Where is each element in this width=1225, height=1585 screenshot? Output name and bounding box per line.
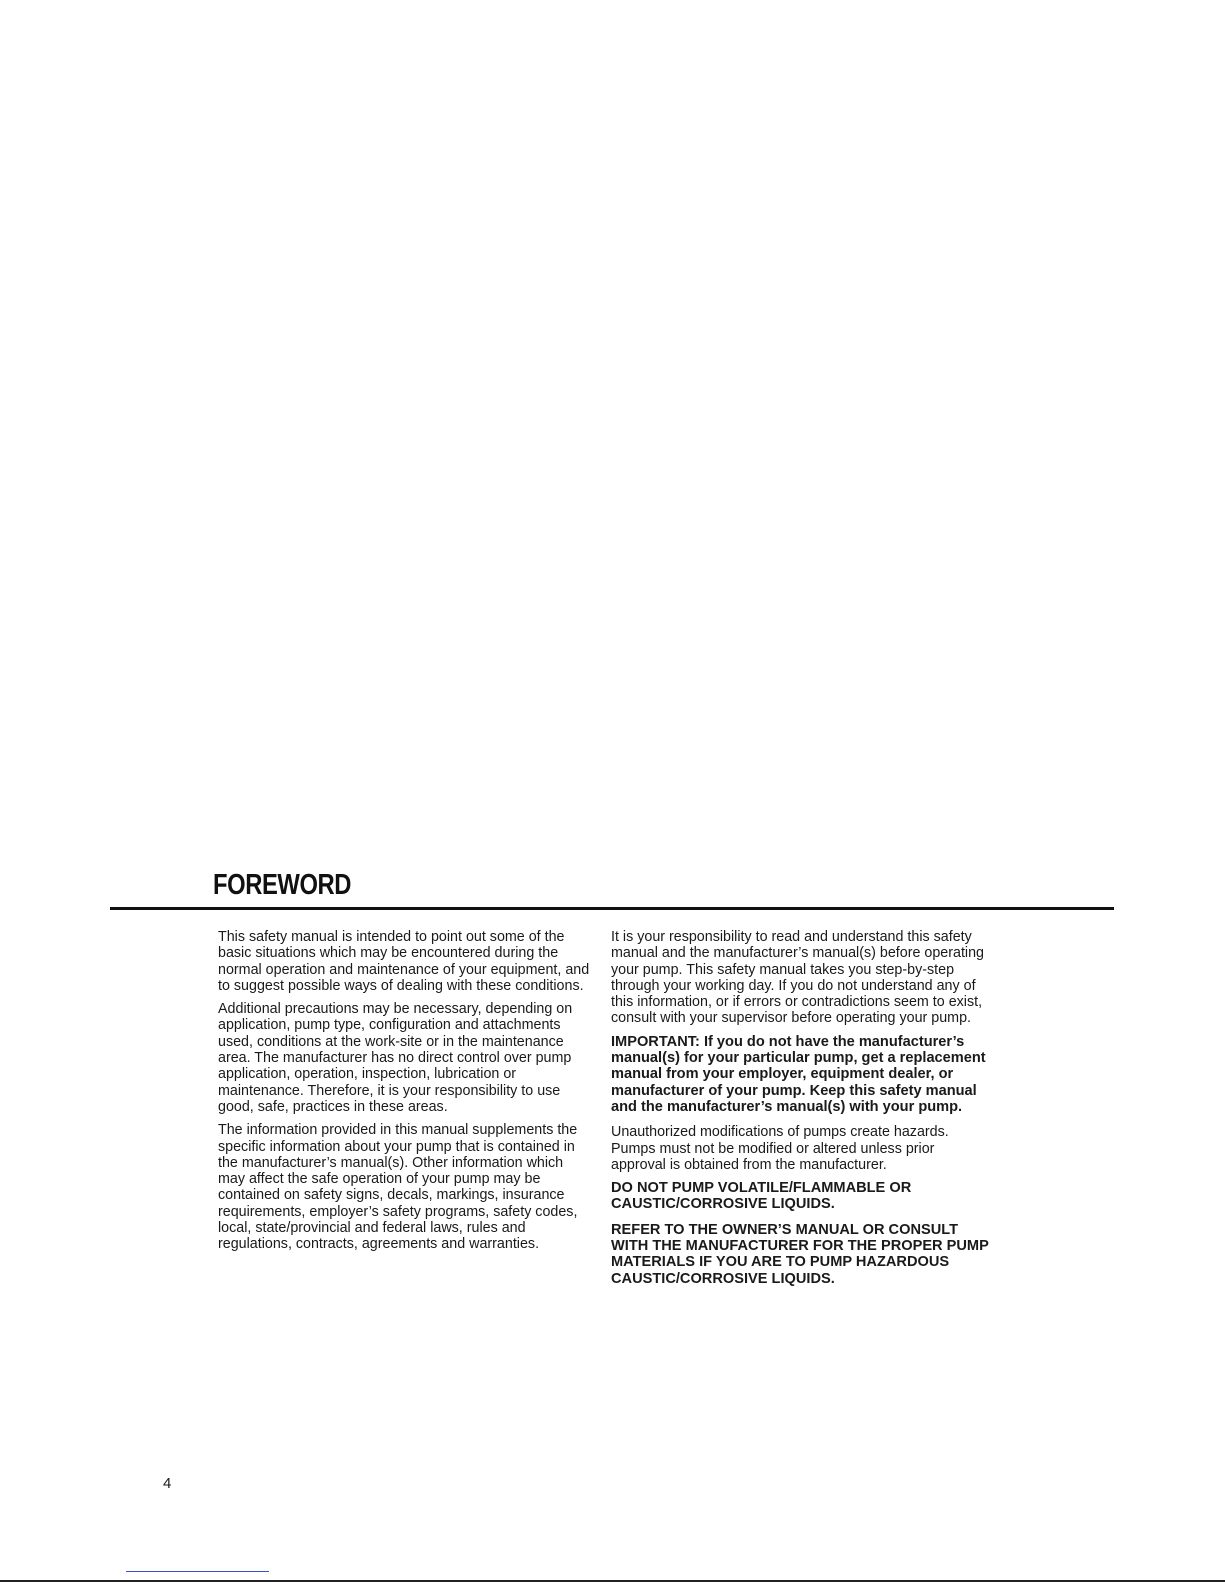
heading-rule (110, 907, 1114, 910)
warning-refer-to-manual: REFER TO THE OWNER’S MANUAL OR CONSULT WITH THE MANUFACTURER FOR THE PROPER PUMP MATERIALS IF YOU ARE TO PUMP HAZARDOUS CAUSTIC/CORROSIVE LIQUIDS. (611, 1221, 989, 1287)
left-column (218, 929, 593, 1260)
footer-link-underline (126, 1571, 269, 1572)
paragraph-modifications: Unauthorized modifications of pumps create hazards. Pumps must not be modified or altered unless prior approval is obtained from the manufacturer. (611, 1124, 949, 1173)
right-column (611, 929, 991, 1296)
section-heading: FOREWORD (213, 869, 352, 901)
page-bottom-border (0, 1580, 1225, 1582)
paragraph-precautions: Additional precautions may be necessary, depending on application, pump type, configuration and attachments used, conditions at the work-site or in the maintenance area. The manufacturer has no direct control over pump application, operation, inspection, lubrication or maintenance. Therefore, it is your responsibility to use good, safe, practices in these areas. (218, 1001, 573, 1115)
paragraph-information: The information provided in this manual supplements the specific information about your pump that is contained in the manufacturer’s manual(s). Other information which may affect the safe operation of your pump may be contained on safety signs, decals, markings, insurance requirements, employer’s safety programs, safety codes, local, state/provincial and federal laws, rules and regulations, contracts, agreements and warranties. (218, 1122, 578, 1253)
page-number: 4 (163, 1475, 172, 1492)
paragraph-important: IMPORTANT: If you do not have the manufacturer’s manual(s) for your particular pump, get a replacement manual from your employer, equipment dealer, or manufacturer of your pump. Keep this safety manual and the manufacturer’s manual(s) with your pump. (611, 1033, 986, 1115)
paragraph-intro: This safety manual is intended to point out some of the basic situations which may be encountered during the normal operation and maintenance of your equipment, and to suggest possible ways of dealing with these conditions. (218, 929, 590, 994)
warning-do-not-pump: DO NOT PUMP VOLATILE/FLAMMABLE OR CAUSTIC/CORROSIVE LIQUIDS. (611, 1180, 912, 1213)
paragraph-responsibility: It is your responsibility to read and understand this safety manual and the manufacturer’s manual(s) before operating your pump. This safety manual takes you step-by-step through your working day. If you do not understand any of this information, or if errors or contradictions seem to exist, consult with your supervisor before operating your pump. (611, 929, 984, 1027)
